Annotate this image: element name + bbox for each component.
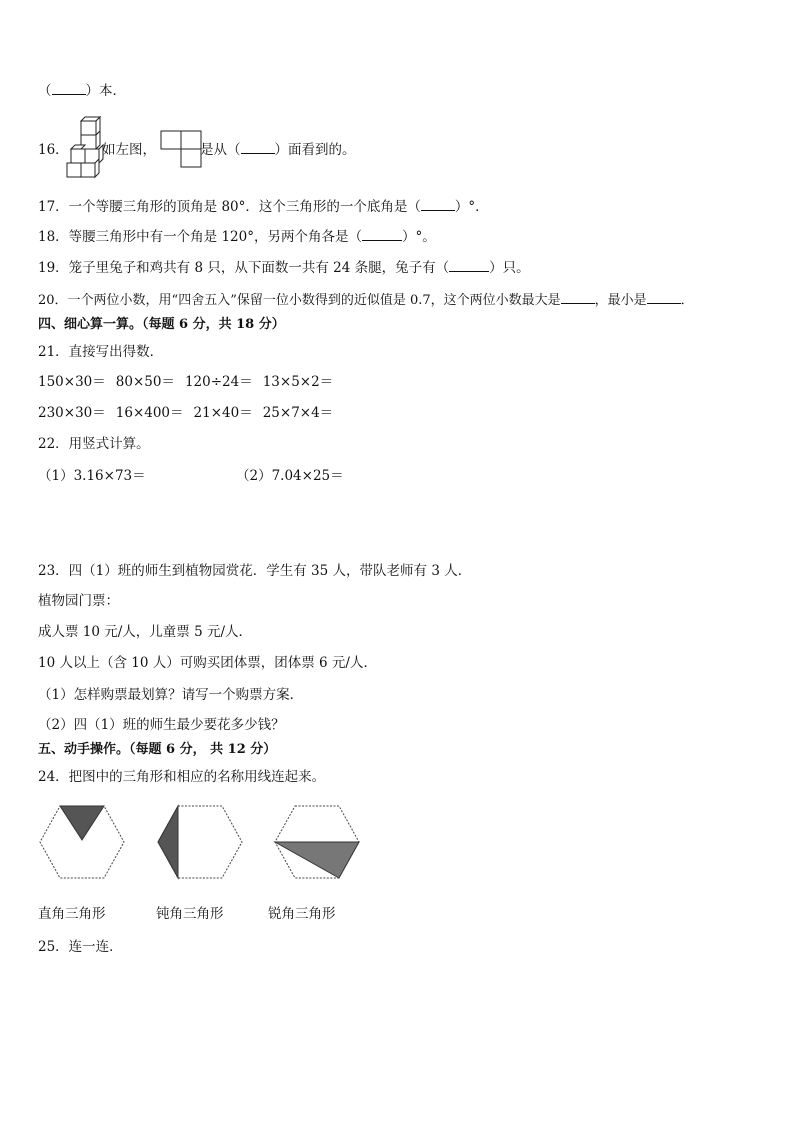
text: ，最小是	[594, 293, 647, 308]
text: ）只。	[489, 260, 530, 276]
calc-item: 21×40＝	[193, 405, 253, 421]
section-4-heading: 四、细心算一算。（每题 6 分，共 18 分）	[38, 317, 285, 332]
hexagon-figure-2	[156, 804, 244, 880]
calc-item: 25×7×4＝	[262, 405, 334, 421]
answer-blank[interactable]	[241, 141, 275, 154]
answer-blank[interactable]	[362, 228, 402, 241]
answer-blank[interactable]	[421, 198, 455, 211]
q25: 25．连一连．	[38, 939, 123, 955]
caption-acute-triangle: 锐角三角形	[268, 906, 336, 922]
q22: 22．用竖式计算。	[38, 436, 150, 452]
q22-part-1: （1）3.16×73＝	[38, 468, 146, 484]
question-number: 16．	[38, 142, 69, 158]
q22-part-2: （2）7.04×25＝	[236, 468, 344, 484]
text: 是从（	[200, 142, 241, 158]
caption-right-triangle: 直角三角形	[38, 906, 106, 922]
text: 20．一个两位小数，用“四舍五入”保留一位小数得到的近似值是 0.7，这个两位小数最大是	[38, 293, 561, 308]
calc-item: 230×30＝	[38, 405, 106, 421]
q15-tail	[38, 82, 126, 100]
calc-item: 16×400＝	[115, 405, 184, 421]
text: ）面看到的。	[274, 142, 356, 158]
calc-item: 80×50＝	[115, 374, 175, 390]
q18	[38, 228, 436, 246]
q23: 23．四（1）班的师生到植物园赏花．学生有 35 人，带队老师有 3 人．	[38, 563, 472, 579]
q16-text-b	[200, 141, 356, 159]
q23-ticket-title: 植物园门票：	[38, 593, 119, 609]
answer-blank-max[interactable]	[561, 291, 595, 304]
text: 18．等腰三角形中有一个角是 120°，另两个角各是（	[38, 229, 362, 245]
answer-blank[interactable]	[52, 82, 86, 95]
q21: 21．直接写出得数．	[38, 344, 164, 360]
text: ．	[680, 293, 694, 308]
text: ）°。	[402, 229, 436, 245]
text: ）本．	[85, 83, 126, 99]
calc-row-1	[38, 373, 343, 391]
calc-row-2	[38, 404, 343, 422]
calc-item: 120÷24＝	[184, 374, 253, 390]
calc-item: 150×30＝	[38, 374, 106, 390]
caption-obtuse-triangle: 钝角三角形	[156, 906, 224, 922]
q23-ticket-price: 成人票 10 元/人，儿童票 5 元/人．	[38, 624, 253, 640]
calc-item: 13×5×2＝	[262, 374, 334, 390]
q23-group-price: 10 人以上（含 10 人）可购买团体票，团体票 6 元/人．	[38, 655, 377, 671]
q19	[38, 259, 530, 277]
q23-part-2: （2）四（1）班的师生最少要花多少钱？	[38, 717, 285, 733]
answer-blank[interactable]	[449, 259, 489, 272]
q20	[38, 291, 694, 310]
section-5-heading: 五、动手操作。（每题 6 分， 共 12 分）	[38, 742, 277, 757]
answer-blank-min[interactable]	[647, 291, 681, 304]
q17	[38, 198, 489, 216]
hexagon-figure-3	[273, 804, 361, 880]
q23-part-1: （1）怎样购票最划算？请写一个购票方案．	[38, 687, 304, 703]
hexagon-figure-1	[38, 804, 126, 880]
text: 如左图，	[102, 142, 156, 158]
three-square-view-figure	[160, 130, 202, 168]
text: 19．笼子里兔子和鸡共有 8 只，从下面数一共有 24 条腿，兔子有（	[38, 260, 450, 276]
paren-open: （	[38, 83, 52, 99]
q24: 24．把图中的三角形和相应的名称用线连起来。	[38, 769, 326, 785]
q16-text-a	[102, 141, 156, 159]
text: 17．一个等腰三角形的顶角是 80°．这个三角形的一个底角是（	[38, 199, 421, 215]
cube-stack-figure	[65, 115, 105, 181]
text: ）°．	[454, 199, 489, 215]
